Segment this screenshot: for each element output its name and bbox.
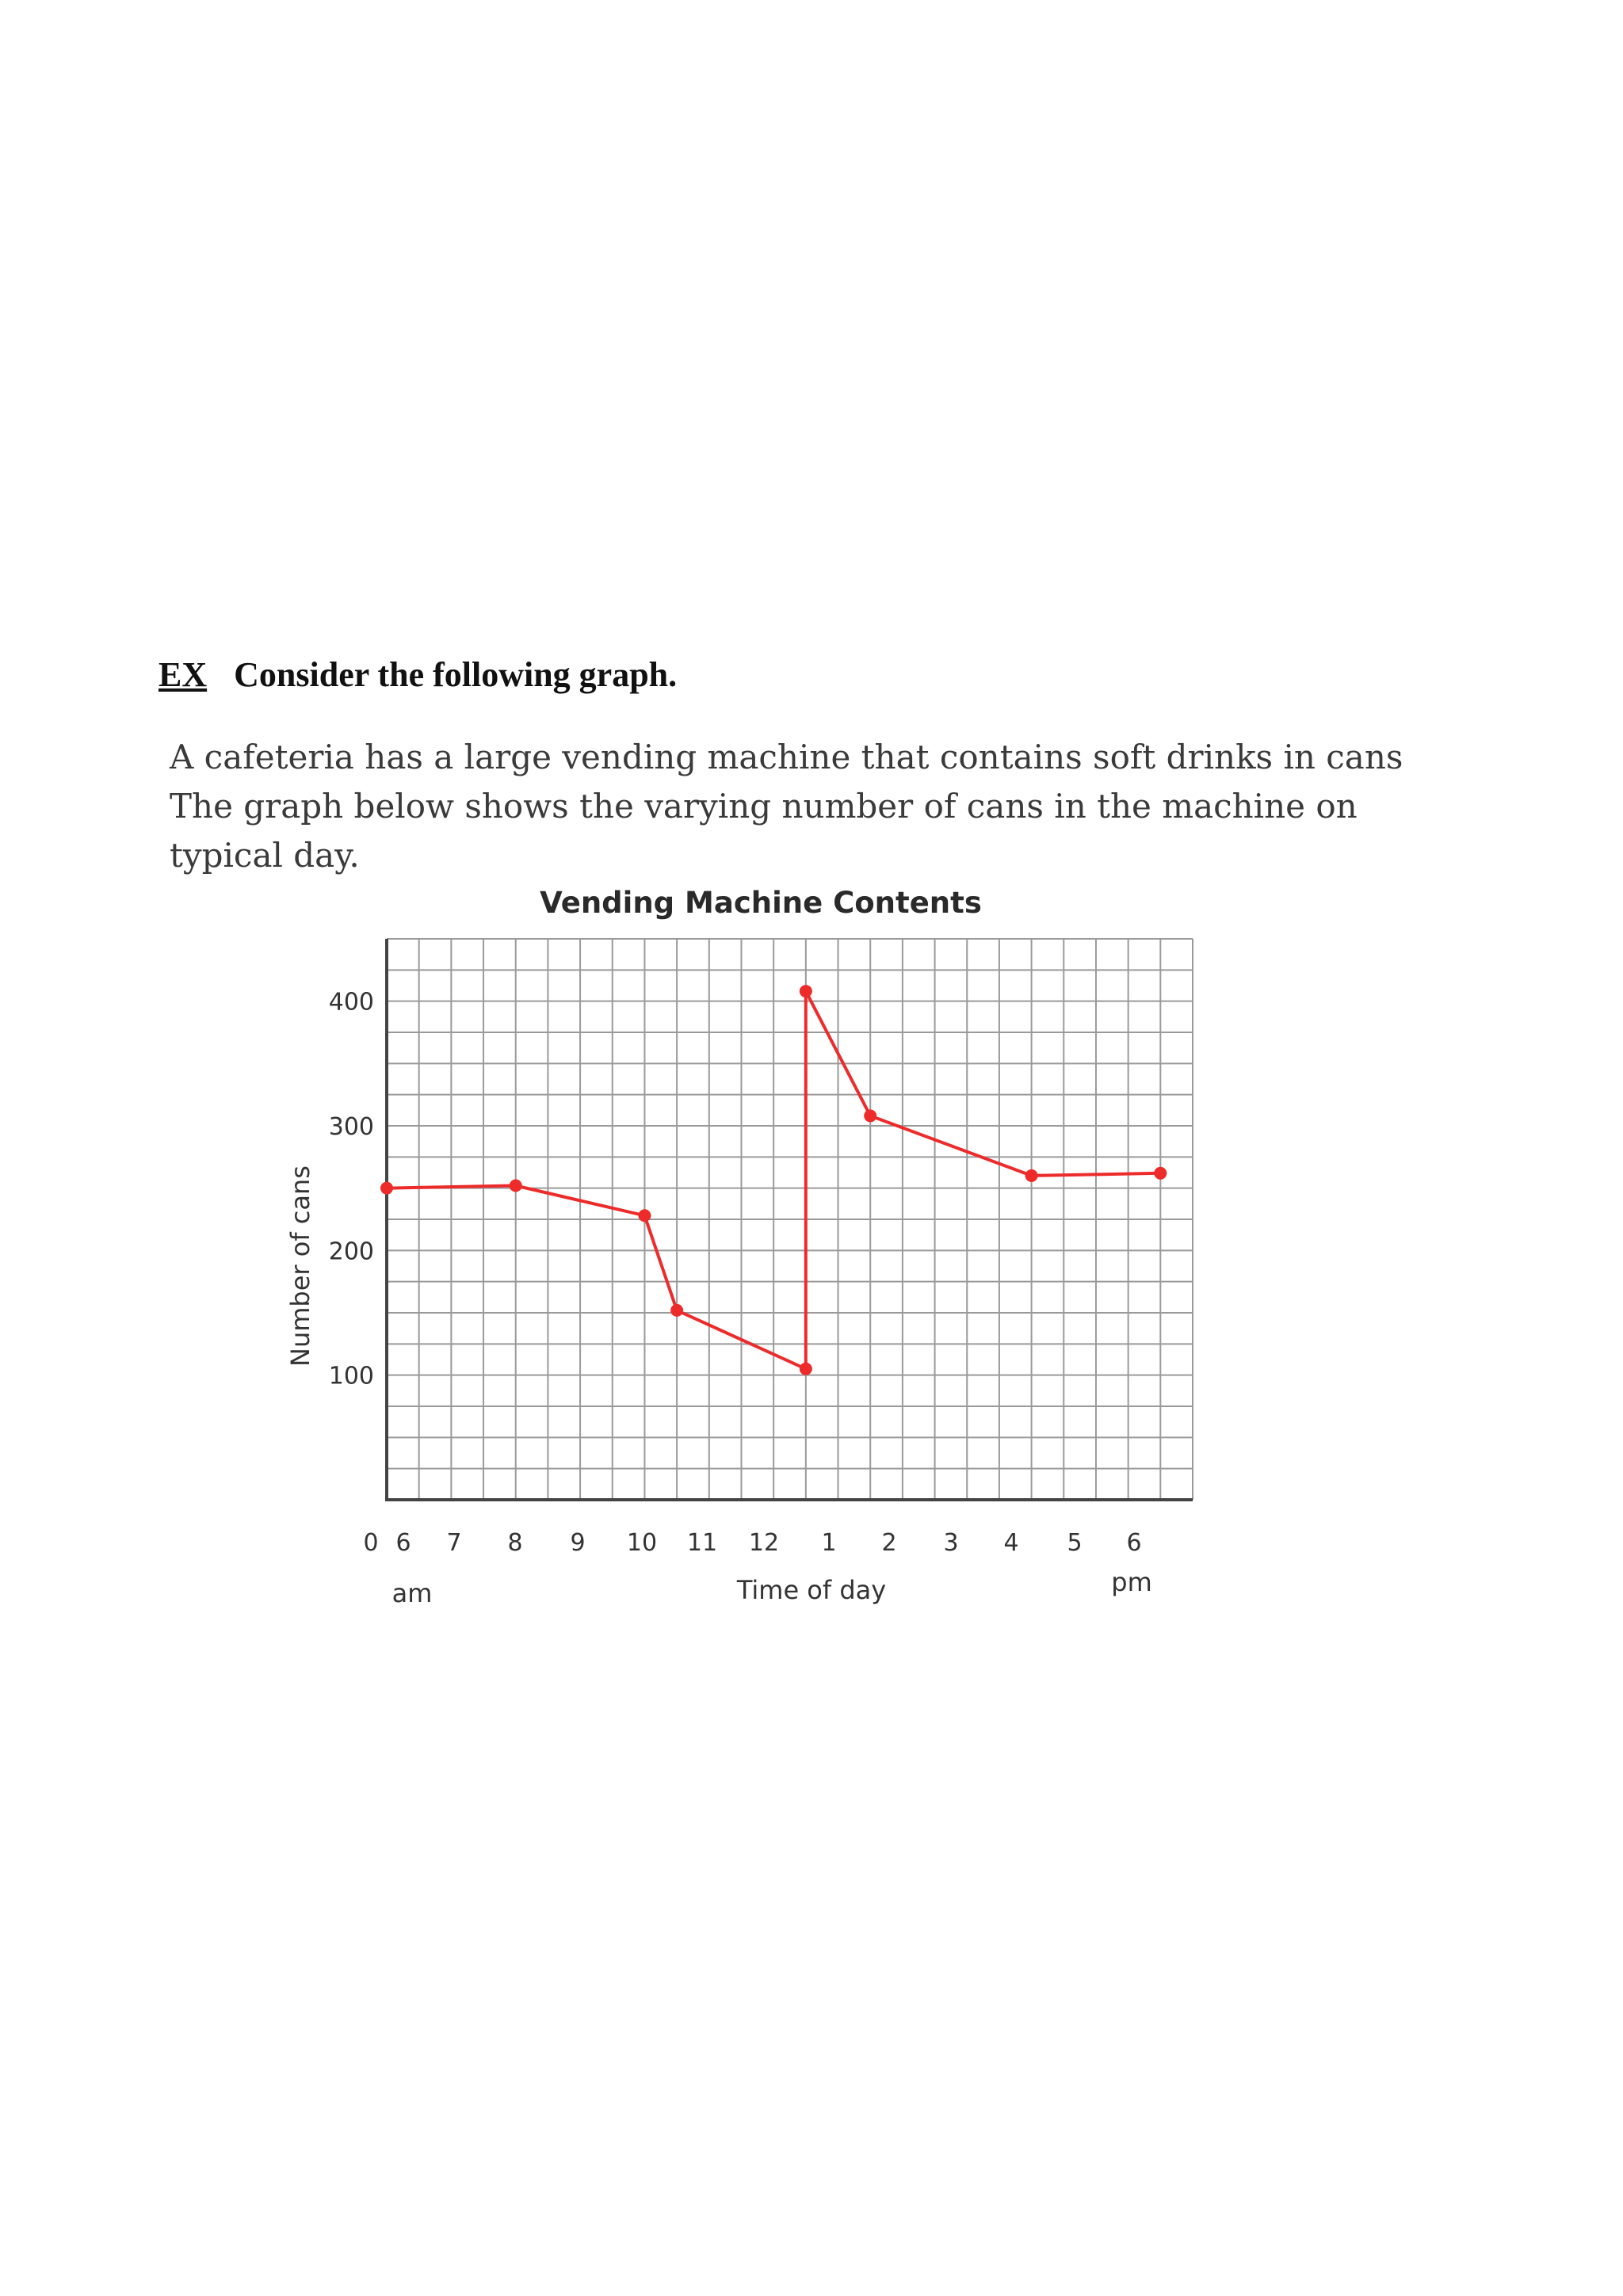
exercise-label: EX: [158, 655, 208, 694]
x-tick-label: 8: [507, 1529, 523, 1557]
x-tick-label: 3: [943, 1529, 959, 1557]
x-tick-label: 4: [1003, 1529, 1019, 1557]
exercise-prompt: Consider the following graph.: [234, 655, 678, 694]
y-axis-label: Number of cans: [285, 1165, 315, 1367]
y-tick-label: 400: [328, 988, 374, 1016]
x-tick-label: 0: [363, 1529, 379, 1557]
chart-title: Vending Machine Contents: [540, 886, 982, 920]
x-tick-label: 11: [686, 1529, 718, 1557]
data-point: [1025, 1169, 1038, 1182]
data-point: [670, 1304, 683, 1317]
pm-label: pm: [1111, 1567, 1152, 1597]
problem-line-1: A cafeteria has a large vending machine that contains soft drinks in cans: [170, 738, 1403, 776]
x-tick-label: 10: [626, 1529, 658, 1557]
x-tick-label: 6: [395, 1529, 411, 1557]
problem-line-3: typical day.: [170, 836, 360, 875]
data-point: [800, 985, 812, 997]
y-tick-label: 200: [328, 1238, 374, 1266]
am-label: am: [391, 1578, 433, 1608]
problem-line-2: The graph below shows the varying number of cans in the machine on: [170, 787, 1358, 826]
data-point: [800, 1363, 812, 1375]
data-point: [1154, 1167, 1167, 1180]
x-tick-label: 5: [1067, 1529, 1083, 1557]
x-tick-label: 12: [748, 1529, 780, 1557]
data-point: [510, 1180, 522, 1192]
x-tick-label: 6: [1126, 1529, 1142, 1557]
x-tick-label: 2: [881, 1529, 897, 1557]
y-tick-label: 100: [328, 1362, 374, 1390]
y-tick-label: 300: [328, 1113, 374, 1141]
x-tick-label: 7: [446, 1529, 462, 1557]
x-tick-label: 9: [570, 1529, 586, 1557]
x-axis-label: Time of day: [736, 1575, 887, 1605]
data-point: [638, 1209, 651, 1222]
data-point: [380, 1182, 393, 1195]
data-point: [864, 1109, 876, 1122]
x-tick-label: 1: [821, 1529, 837, 1557]
